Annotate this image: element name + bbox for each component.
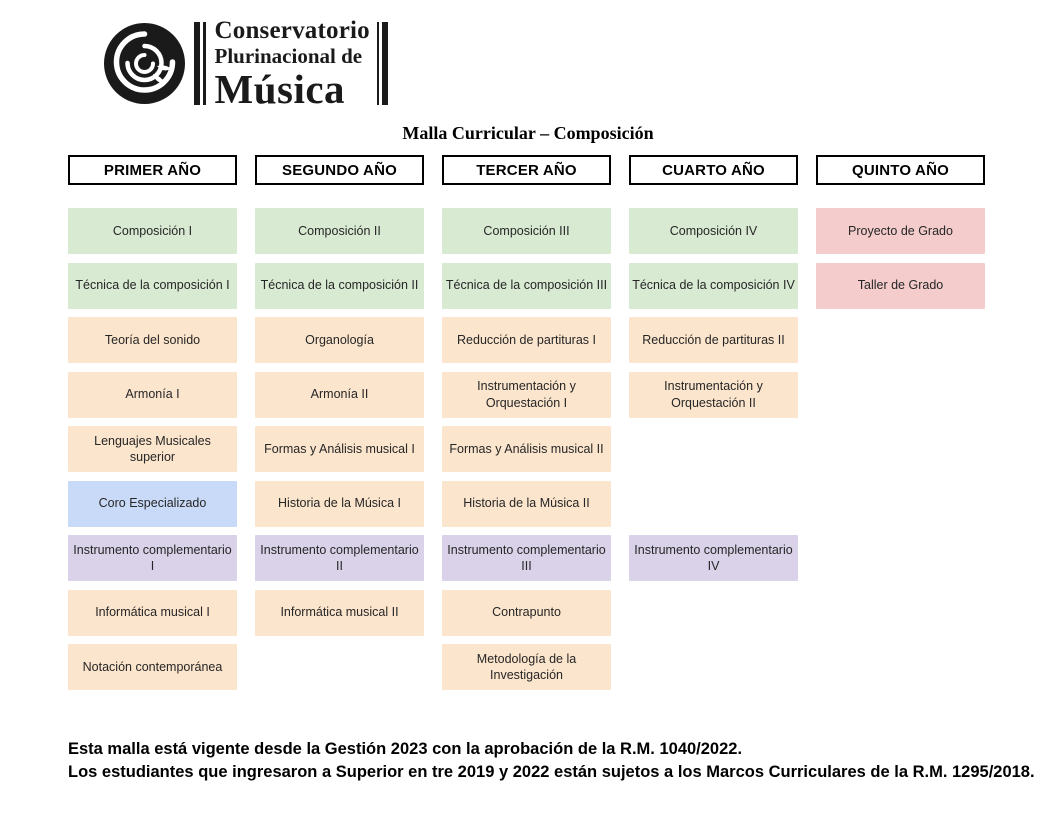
course-card: Notación contemporánea xyxy=(68,644,237,690)
course-card: Composición II xyxy=(255,208,424,254)
year-header-2: SEGUNDO AÑO xyxy=(255,155,424,185)
conservatory-logo xyxy=(103,16,388,112)
footer-note-line1: Esta malla está vigente desde la Gestión 2023 con la aprobación de la R.M. 1040/2022. xyxy=(68,740,743,758)
year-header-1: PRIMER AÑO xyxy=(68,155,237,185)
course-card: Contrapunto xyxy=(442,590,611,636)
course-card: Técnica de la composición IV xyxy=(629,263,798,309)
curriculum-grid xyxy=(68,208,985,690)
course-card: Instrumento complementario III xyxy=(442,535,611,581)
course-card: Instrumento complementario IV xyxy=(629,535,798,581)
course-card: Composición IV xyxy=(629,208,798,254)
course-card: Taller de Grado xyxy=(816,263,985,309)
logo-line1: Conservatorio xyxy=(214,16,370,44)
course-card: Composición I xyxy=(68,208,237,254)
course-card: Instrumentación y Orquestación II xyxy=(629,372,798,418)
year-header-4: CUARTO AÑO xyxy=(629,155,798,185)
course-card: Reducción de partituras I xyxy=(442,317,611,363)
course-card: Informática musical II xyxy=(255,590,424,636)
double-barline-left-icon xyxy=(194,22,206,105)
course-card: Técnica de la composición III xyxy=(442,263,611,309)
course-card: Historia de la Música II xyxy=(442,481,611,527)
page-title: Malla Curricular – Composición xyxy=(402,123,654,143)
course-card: Armonía I xyxy=(68,372,237,418)
course-card: Formas y Análisis musical II xyxy=(442,426,611,472)
course-card: Instrumento complementario I xyxy=(68,535,237,581)
conservatory-spiral-emblem-icon xyxy=(103,22,186,105)
year-header-3: TERCER AÑO xyxy=(442,155,611,185)
course-card: Formas y Análisis musical I xyxy=(255,426,424,472)
course-card: Reducción de partituras II xyxy=(629,317,798,363)
conservatory-logo-text xyxy=(214,16,370,112)
course-card: Composición III xyxy=(442,208,611,254)
course-card: Técnica de la composición I xyxy=(68,263,237,309)
logo-line3: Música xyxy=(214,65,346,112)
course-card: Técnica de la composición II xyxy=(255,263,424,309)
course-card: Armonía II xyxy=(255,372,424,418)
footer-note-line2: Los estudiantes que ingresaron a Superior en tre 2019 y 2022 están sujetos a los Marcos Curriculares de la R.M. 1295/2018. xyxy=(68,763,1035,782)
course-card: Teoría del sonido xyxy=(68,317,237,363)
course-card: Instrumentación y Orquestación I xyxy=(442,372,611,418)
course-card: Metodología de la Investigación xyxy=(442,644,611,690)
course-card: Lenguajes Musicales superior xyxy=(68,426,237,472)
course-card: Organología xyxy=(255,317,424,363)
double-barline-right-icon xyxy=(377,22,389,105)
footer-note xyxy=(68,738,1035,784)
course-card: Instrumento complementario II xyxy=(255,535,424,581)
course-card: Proyecto de Grado xyxy=(816,208,985,254)
year-headers-row xyxy=(68,155,985,185)
course-card: Informática musical I xyxy=(68,590,237,636)
year-header-5: QUINTO AÑO xyxy=(816,155,985,185)
course-card: Historia de la Música I xyxy=(255,481,424,527)
course-card: Coro Especializado xyxy=(68,481,237,527)
logo-line2: Plurinacional de xyxy=(214,43,363,68)
